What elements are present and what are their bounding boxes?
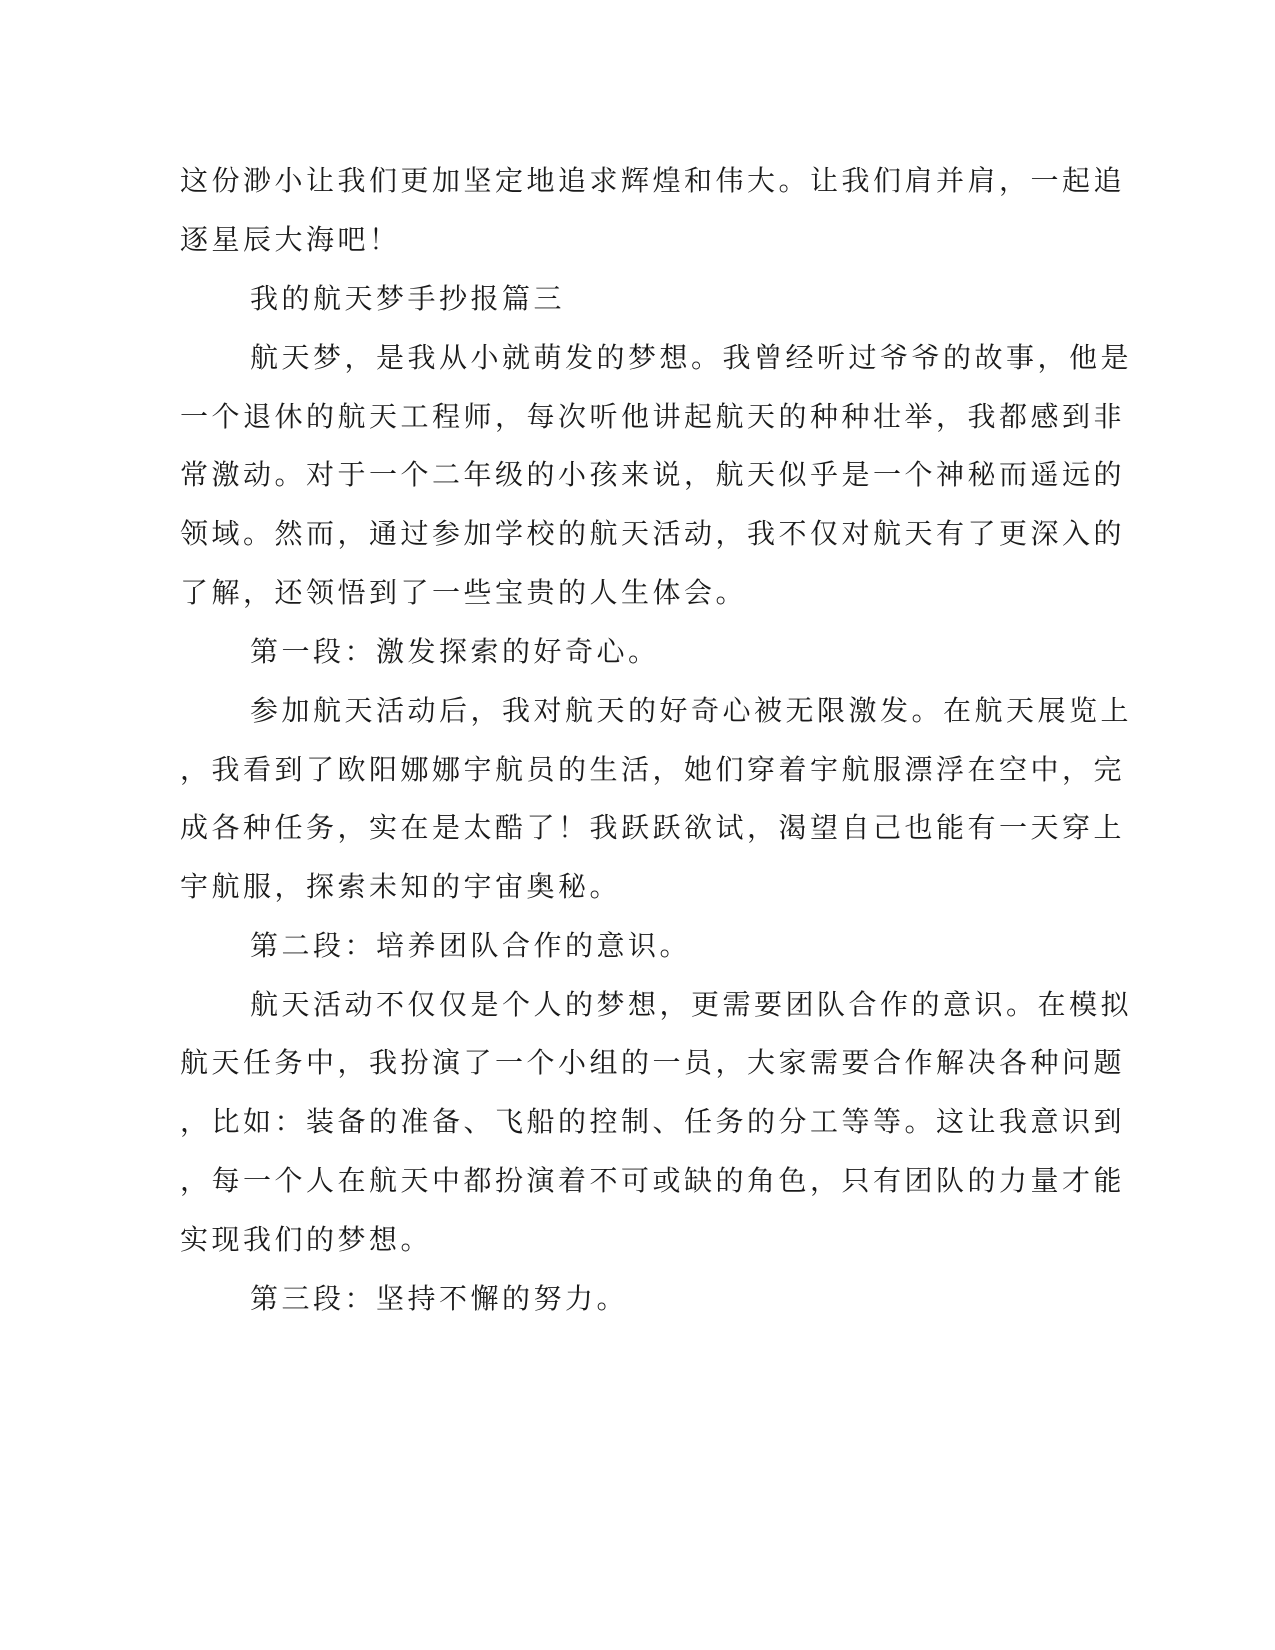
text-line: 实现我们的梦想。: [180, 1223, 433, 1256]
section-heading: 第三段：坚持不懈的努力。: [250, 1282, 629, 1315]
text-line: 宇航服，探索未知的宇宙奥秘。: [180, 870, 622, 903]
text-line: 常激动。对于一个二年级的小孩来说，航天似乎是一个神秘而遥远的: [180, 458, 1126, 491]
text-line: 参加航天活动后，我对航天的好奇心被无限激发。在航天展览上: [250, 694, 1133, 727]
text-line: 航天梦，是我从小就萌发的梦想。我曾经听过爷爷的故事，他是: [250, 341, 1133, 374]
text-line: 一个退休的航天工程师，每次听他讲起航天的种种壮举，我都感到非: [180, 400, 1126, 433]
text-line: 领域。然而，通过参加学校的航天活动，我不仅对航天有了更深入的: [180, 517, 1126, 550]
section-heading: 第二段：培养团队合作的意识。: [250, 929, 692, 962]
text-line: 航天活动不仅仅是个人的梦想，更需要团队合作的意识。在模拟: [250, 988, 1133, 1021]
section-title: 我的航天梦手抄报篇三: [250, 282, 566, 315]
section-heading: 第一段：激发探索的好奇心。: [250, 635, 660, 668]
text-line: 了解，还领悟到了一些宝贵的人生体会。: [180, 576, 748, 609]
text-line: 这份渺小让我们更加坚定地追求辉煌和伟大。让我们肩并肩，一起追: [180, 164, 1126, 197]
text-line: ，每一个人在航天中都扮演着不可或缺的角色，只有团队的力量才能: [180, 1164, 1126, 1197]
text-line: 逐星辰大海吧！: [180, 223, 401, 256]
text-line: 航天任务中，我扮演了一个小组的一员，大家需要合作解决各种问题: [180, 1046, 1126, 1079]
text-line: 成各种任务，实在是太酷了！我跃跃欲试，渴望自己也能有一天穿上: [180, 811, 1126, 844]
text-line: ，比如：装备的准备、飞船的控制、任务的分工等等。这让我意识到: [180, 1105, 1126, 1138]
text-line: ，我看到了欧阳娜娜宇航员的生活，她们穿着宇航服漂浮在空中，完: [180, 753, 1126, 786]
